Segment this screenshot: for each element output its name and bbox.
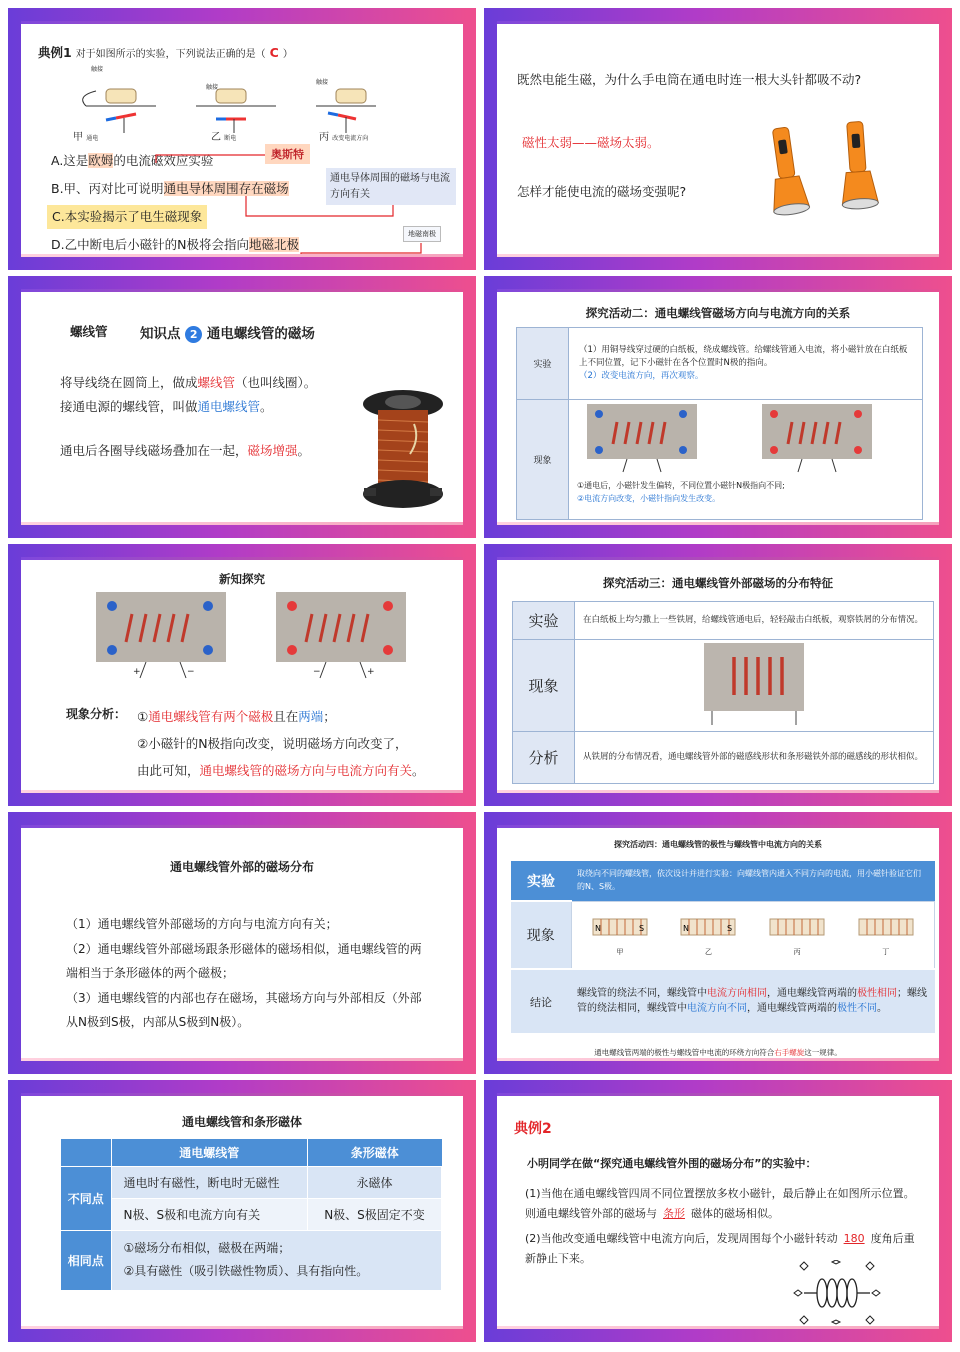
diff-1-magnet: 永磁体 — [308, 1166, 442, 1198]
coil-ding: 丁 — [855, 913, 917, 957]
experiment-text-1: （1）用铜导线穿过硬的白纸板，绕成螺线管。给螺线管通入电流，将小磁针放在白纸板上不同位置，记下小磁针在各个位置时N极的指向。 — [579, 344, 908, 368]
note-field-direction: 通电导体周围的磁场与电流方向有关 — [326, 168, 456, 205]
solenoid-coil-image — [356, 384, 451, 514]
option-b[interactable]: B.甲、丙对比可说明通电导体周围存在磁场 — [51, 181, 289, 196]
content-paragraphs — [66, 912, 431, 1035]
label-jia: 甲 通电 — [73, 132, 99, 143]
slide-6[interactable] — [484, 544, 952, 806]
note-oersted: 奥斯特 — [265, 144, 310, 164]
point-1: （1）通电螺线管外部磁场的方向与电流方向有关； — [66, 917, 338, 931]
intro: 小明同学在做“探究通电螺线管外围的磁场分布”的实验中： — [527, 1157, 817, 1170]
activity-title: 探究活动三：通电螺线管外部磁场的分布特征 — [603, 576, 833, 590]
kp-number-badge: 2 — [185, 326, 202, 343]
analysis-text: 从铁屑的分布情况看，通电螺线管外部的磁感线形状和条形磁铁外部的磁感线的形状相似。 — [575, 732, 934, 784]
header-solenoid: 通电螺线管 — [111, 1139, 308, 1166]
solenoid-compass-diagram — [792, 1260, 882, 1326]
row-label-analysis: 分析 — [513, 732, 575, 784]
diff-1-solenoid: 通电时有磁性，断电时无磁性 — [111, 1166, 308, 1198]
slide-title: 通电螺线管和条形磁体 — [181, 1115, 302, 1129]
slide-title: 通电螺线管外部的磁场分布 — [169, 860, 314, 874]
slide-8[interactable] — [484, 812, 952, 1074]
activity-title: 探究活动二：通电螺线管磁场方向与电流方向的关系 — [585, 306, 851, 320]
line-1: 将导线绕在圆筒上，做成螺线管（也叫线圈）。 — [60, 375, 317, 390]
note-south-pole: 地磁南极 — [403, 226, 441, 242]
activity-table — [516, 327, 923, 520]
example-tag: 典例1 — [38, 45, 72, 60]
observation-1: ①通电后，小磁针发生偏转，不同位置小磁针N极指向不同; — [577, 481, 785, 490]
section-title: 螺线管 — [70, 324, 108, 339]
slide-title: 新知探究 — [219, 572, 265, 586]
label-bing: 丙 改变电流方向 — [319, 132, 369, 143]
svg-text:S: S — [727, 923, 733, 933]
solenoid-compass-photo-left — [96, 592, 226, 682]
analysis-text: ①通电螺线管有两个磁极且在两端； ②小磁针的N极指向改变，说明磁场方向改变了， 由此可知，通电螺线管的磁场方向与电流方向有关。 — [137, 709, 425, 778]
slide-4[interactable] — [484, 276, 952, 538]
answer: C — [269, 45, 279, 60]
line-2: 接通电源的螺线管，叫做通电螺线管。 — [60, 399, 273, 414]
header-bar-magnet: 条形磁体 — [308, 1139, 442, 1166]
question: 既然电能生磁，为什么手电筒在通电时连一根大头针都吸不动? — [517, 72, 862, 87]
line-3: 通电后各圈导线磁场叠加在一起，磁场增强。 — [60, 443, 311, 458]
activity-table — [511, 861, 935, 1033]
solenoid-compass-photo-right — [276, 592, 406, 682]
slide-10[interactable] — [484, 1080, 952, 1342]
activity-title: 探究活动四：通电螺线管的极性与螺线管中电流方向的关系 — [614, 840, 822, 849]
slide-5[interactable]: 新知探究 + − − + 现象分析： ①通电螺线管有两个磁极且在两端； ②小磁针的N极指向改变，说明磁场方向改变了， 由此可知，通电螺线管的磁场方向与电流方向有关。 — [8, 544, 476, 806]
slide-1[interactable]: 典例1 对于如图所示的实验，下列说法正确的是（ C ） 触接 触接 触接 甲 通电 乙 断电 丙 改变电流方向 A.这是欧姆的电流磁效应实验 B.甲、丙对比可说明通电导体周围存在磁场 C.本实验揭示了电生磁现象 D.乙中断电后小磁针的N极将会指向地磁北极 奥斯特 通电导体周围的磁场与电流方向有关 地磁南极 — [8, 8, 476, 270]
knowledge-point-heading: 知识点 2 通电螺线管的磁场 — [140, 326, 315, 342]
activity-table — [512, 601, 934, 784]
coil-yi: N S 乙 — [677, 913, 739, 957]
row-label-phenomenon: 现象 — [511, 901, 571, 969]
solenoid-compass-photo-1 — [587, 404, 697, 474]
analysis-label: 现象分析： — [66, 707, 127, 721]
option-a[interactable]: A.这是欧姆的电流磁效应实验 — [51, 153, 214, 168]
slide-3[interactable] — [8, 276, 476, 538]
point-3: （3）通电螺线管的内部也存在磁场，其磁场方向与外部相反（外部从N极到S极，内部从S极到N极）。 — [66, 990, 422, 1029]
ask: 怎样才能使电流的磁场变强呢? — [517, 184, 687, 199]
experiment-text: 在白纸板上均匀撒上一些铁屑，给螺线管通电后，轻轻敲击白纸板，观察铁屑的分布情况。 — [575, 602, 934, 640]
row-label-experiment: 实验 — [513, 602, 575, 640]
row-label-phenomenon: 现象 — [517, 400, 569, 520]
conclusion-text: 螺线管的绕法不同，螺线管中电流方向相同，通电螺线管两端的极性相同；螺线管的绕法相同，螺线管中电流方向不同，通电螺线管两端的极性不同。 — [571, 969, 935, 1033]
flashlight-image — [757, 116, 897, 216]
annotation-arrows — [21, 21, 463, 257]
footer-note: 通电螺线管两端的极性与螺线管中电流的环绕方向符合右手螺旋这一规律。 — [594, 1048, 842, 1057]
slide-2[interactable] — [484, 8, 952, 270]
row-label-conclusion: 结论 — [511, 969, 571, 1033]
svg-text:N: N — [594, 923, 601, 933]
slide-7[interactable] — [8, 812, 476, 1074]
row-label-experiment: 实验 — [517, 328, 569, 400]
row-label-differences: 不同点 — [61, 1166, 111, 1230]
coil-jia: N S 甲 — [589, 913, 651, 957]
point-2: （2）通电螺线管外部磁场跟条形磁体的磁场相似，通电螺线管的两端相当于条形磁体的两个磁极； — [66, 941, 422, 980]
experiment-text-2: （2）改变电流方向，再次观察。 — [579, 371, 704, 382]
iron-filings-photo — [704, 643, 804, 725]
svg-text:N: N — [683, 923, 690, 933]
coil-bing: 丙 — [766, 913, 828, 957]
slide-9[interactable] — [8, 1080, 476, 1342]
row-label-experiment: 实验 — [511, 861, 571, 901]
solenoid-compass-photo-2 — [762, 404, 872, 474]
similarities-text: ①磁场分布相似，磁极在两端； ②具有磁性（吸引铁磁性物质）、具有指向性。 — [111, 1230, 442, 1290]
answer: 磁性太弱——磁场太弱。 — [522, 135, 660, 150]
observation-2: ②电流方向改变，小磁针指向发生改变。 — [577, 493, 721, 503]
question-1: (1)当他在通电螺线管四周不同位置摆放多枚小磁针，最后静止在如图所示位置。则通电螺线管外部的磁场与 条形 磁体的磁场相似。 — [525, 1187, 915, 1221]
row-label-phenomenon: 现象 — [513, 640, 575, 732]
diff-2-magnet: N极、S极固定不变 — [308, 1198, 442, 1230]
example-tag: 典例2 — [514, 1121, 552, 1137]
label-yi: 乙 断电 — [211, 132, 237, 143]
svg-text:S: S — [638, 923, 644, 933]
option-d[interactable]: D.乙中断电后小磁针的N极将会指向地磁北极 — [51, 237, 299, 252]
diff-2-solenoid: N极、S极和电流方向有关 — [111, 1198, 308, 1230]
question-text: 对于如图所示的实验，下列说法正确的是（ — [75, 49, 266, 60]
comparison-table — [61, 1139, 442, 1291]
experiment-text: 取绕向不同的螺线管，依次设计并进行实验：向螺线管内通入不同方向的电流，用小磁针验证它们的N、S极。 — [571, 861, 935, 901]
question-2: (2)当他改变通电螺线管中电流方向后，发现周围每个小磁针转动 180 度角后重新静止下来。 — [525, 1232, 915, 1266]
row-label-similarities: 相同点 — [61, 1230, 111, 1290]
option-c[interactable]: C.本实验揭示了电生磁现象 — [47, 205, 207, 229]
